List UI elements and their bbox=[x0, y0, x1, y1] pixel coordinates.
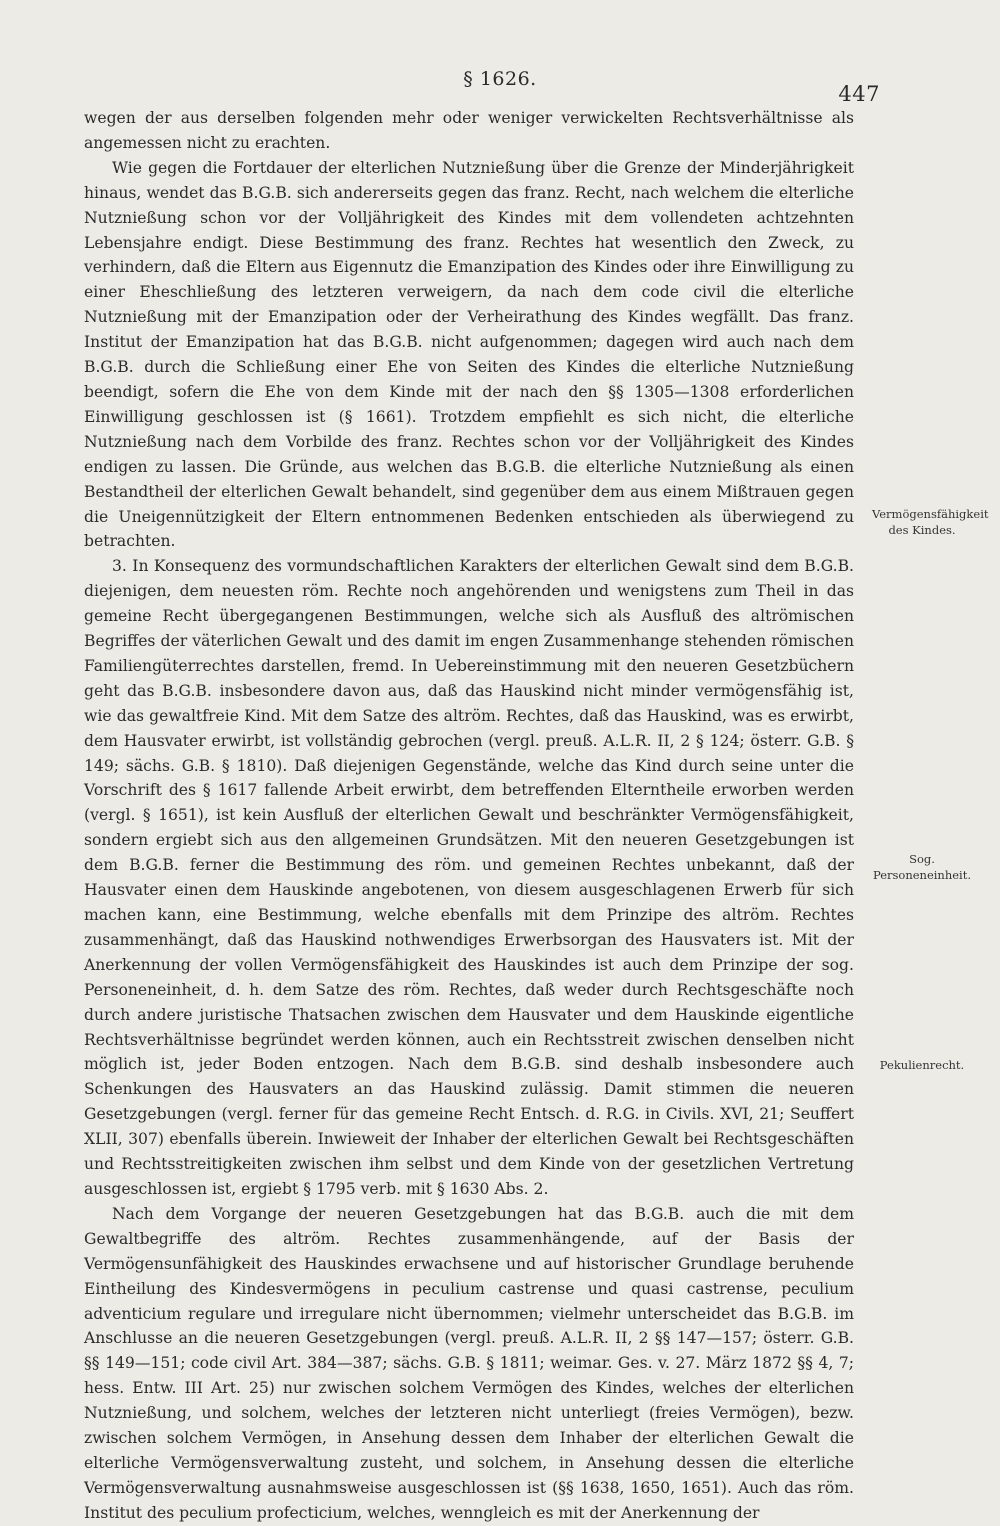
paragraph-2: Wie gegen die Fortdauer der elterlichen Nutznießung über die Grenze der Minderjährigkeit hinaus, wendet das B.G.B. sich andererseits gegen das franz. Recht, nach welchem die elterliche Nutznießung schon vor der Volljährigkeit des Kindes mit dem vollendeten achtzehnten Lebensjahre endigt. Diese Bestimmung des franz. Rechtes hat wesentlich den Zweck, zu verhindern, daß die Eltern aus Eigennutz die Emanzipation des Kindes oder ihre Einwilligung zu einer Eheschließung des letzteren verweigern, da nach dem code civil die elterliche Nutznießung mit der Emanzipation oder der Verheirathung des Kindes wegfällt. Das franz. Institut der Emanzipation hat das B.G.B. nicht aufgenommen; dagegen wird auch nach dem B.G.B. durch die Schließung einer Ehe von Seiten des Kindes die elterliche Nutznießung beendigt, sofern die Ehe von dem Kinde mit der nach den §§ 1305—1308 erforderlichen Einwilligung geschlossen ist (§ 1661). Trotzdem empfiehlt es sich nicht, die elterliche Nutznießung nach dem Vorbilde des franz. Rechtes schon vor der Volljährigkeit des Kindes endigen zu lassen. Die Gründe, aus welchen das B.G.B. die elterliche Nutznießung als einen Bestandtheil der elterlichen Gewalt behandelt, sind gegenüber dem aus einem Mißtrauen gegen die Uneigennützigkeit der Eltern entnommenen Bedenken entschieden als überwiegend zu betrachten. bbox=[84, 158, 854, 551]
margin-note-personeneinheit: Sog. Personeneinheit. bbox=[872, 852, 972, 882]
margin-note-vermoegensfaehigkeit: Vermögensfähigkeit des Kindes. bbox=[872, 507, 989, 537]
margin-note-pekulienrecht: Pekulienrecht. bbox=[879, 1058, 965, 1072]
page-number: 447 bbox=[838, 82, 880, 106]
paragraph-1: wegen der aus derselben folgenden mehr oder weniger verwickelten Rechtsverhältnisse als angemessen nicht zu erachten. bbox=[84, 109, 854, 152]
paragraph-4: Nach dem Vorgange der neueren Gesetzgebungen hat das B.G.B. auch die mit dem Gewaltbegriffe des altröm. Rechtes zusammenhängende, auf der Basis der Vermögensunfähigkeit des Hauskindes erwachsene und auf historischer Grundlage beruhende Eintheilung des Kindesvermögens in peculium castrense und quasi castrense, peculium adventicium regulare und irregulare nicht übernommen; vielmehr unterscheidet das B.G.B. im Anschlusse an die neueren Gesetzgebungen (vergl. preuß. A.L.R. II, 2 §§ 147—157; österr. G.B. §§ 149—151; code civil Art. 384—387; sächs. G.B. § 1811; weimar. Ges. v. 27. März 1872 §§ 4, 7; hess. Entw. III Art. 25) nur zwischen solchem Vermögen des Kindes, welches der elterlichen Nutznießung, und solchem, welches der letzteren nicht unterliegt (freies Vermögen), bezw. zwischen solchem Vermögen, in Ansehung dessen dem Inhaber der elterlichen Gewalt die elterliche Vermögensverwaltung zusteht, und solchem, in Ansehung dessen die elterliche Vermögensverwaltung ausnahmsweise ausgeschlossen ist (§§ 1638, 1650, 1651). Auch das röm. Institut des peculium profecticium, welches, wenngleich es mit der Anerkennung der bbox=[84, 1204, 854, 1522]
body-text bbox=[84, 106, 854, 1526]
section-heading: § 1626. bbox=[463, 68, 537, 90]
paragraph-3: 3. In Konsequenz des vormundschaftlichen Karakters der elterlichen Gewalt sind dem B.G.B. diejenigen, dem neuesten röm. Rechte noch angehörenden und wenigstens zum Theil in das gemeine Recht übergegangenen Bestimmungen, welche sich als Ausfluß des altrömischen Begriffes der väterlichen Gewalt und des damit im engen Zusammenhange stehenden römischen Familiengüterrechtes darstellen, fremd. In Uebereinstimmung mit den neueren Gesetzbüchern geht das B.G.B. insbesondere davon aus, daß das Hauskind nicht minder vermögensfähig ist, wie das gewaltfreie Kind. Mit dem Satze des altröm. Rechtes, daß das Hauskind, was es erwirbt, dem Hausvater erwirbt, ist vollständig gebrochen (vergl. preuß. A.L.R. II, 2 § 124; österr. G.B. § 149; sächs. G.B. § 1810). Daß diejenigen Gegenstände, welche das Kind durch seine unter die Vorschrift des § 1617 fallende Arbeit erwirbt, dem betreffenden Elterntheile erworben werden (vergl. § 1651), ist kein Ausfluß der elterlichen Gewalt und beschränkter Vermögensfähigkeit, sondern ergiebt sich aus den allgemeinen Grundsätzen. Mit den neueren Gesetzgebungen ist dem B.G.B. ferner die Bestimmung des röm. und gemeinen Rechtes unbekannt, daß der Hausvater einen dem Hauskinde angebotenen, von diesem ausgeschlagenen Erwerb für sich machen kann, eine Bestimmung, welche ebenfalls mit dem Prinzipe des altröm. Rechtes zusammenhängt, daß das Hauskind nothwendiges Erwerbsorgan des Hausvaters ist. Mit der Anerkennung der vollen Vermögensfähigkeit des Hauskindes ist auch dem Prinzipe der sog. Personeneinheit, d. h. dem Satze des röm. Rechtes, daß weder durch Rechtsgeschäfte noch durch andere juristische Thatsachen zwischen dem Hausvater und dem Hauskinde eigentliche Rechtsverhältnisse begründet werden können, auch ein Rechtsstreit zwischen denselben nicht möglich ist, jeder Boden entzogen. Nach dem B.G.B. sind deshalb insbesondere auch Schenkungen des Hausvaters an das Hauskind zulässig. Damit stimmen die neueren Gesetzgebungen (vergl. ferner für das gemeine Recht Entsch. d. R.G. in Civils. XVI, 21; Seuffert XLII, 307) ebenfalls überein. Inwieweit der Inhaber der elterlichen Gewalt bei Rechtsgeschäften und Rechtsstreitigkeiten zwischen ihm selbst und dem Kinde von der gesetzlichen Vertretung ausgeschlossen ist, ergiebt § 1795 verb. mit § 1630 Abs. 2. bbox=[84, 557, 854, 1198]
